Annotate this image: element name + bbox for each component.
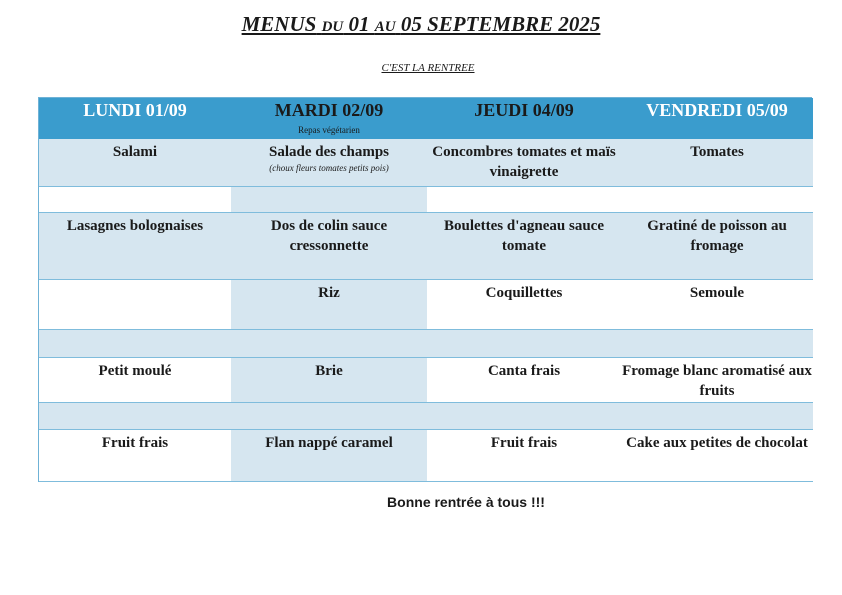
menu-cell [427, 280, 621, 330]
footer-text: Bonne rentrée à tous !!! [387, 494, 545, 510]
menu-cell [231, 330, 427, 358]
dish-name: Coquillettes [485, 285, 563, 301]
dish-name: Semoule [689, 285, 745, 301]
day-label: VENDREDI 05/09 [646, 100, 788, 120]
menu-cell [427, 358, 621, 403]
menu-cell [621, 330, 813, 358]
day-label: MARDI 02/09 [274, 100, 384, 120]
menu-cell [621, 358, 813, 403]
day-label: LUNDI 01/09 [83, 100, 187, 120]
dish-name: Fromage blanc aromatisé aux fruits [622, 363, 812, 399]
dish-name: Lasagnes bolognaises [66, 218, 204, 234]
menu-cell [39, 430, 231, 482]
footer-message [0, 494, 842, 510]
menu-cell [231, 187, 427, 213]
dish-name: Flan nappé caramel [265, 435, 393, 451]
menu-cell [39, 358, 231, 403]
dish-name: Petit moulé [98, 363, 172, 379]
menu-cell [39, 139, 231, 187]
menu-cell [427, 187, 621, 213]
menu-cell [39, 403, 231, 430]
menu-cell [621, 280, 813, 330]
title-end-date: 05 SEPTEMBRE 2025 [400, 12, 601, 36]
menu-cell [231, 430, 427, 482]
menu-cell [621, 187, 813, 213]
day-note: Repas végétarien [298, 125, 360, 135]
dish-name: Salami [112, 144, 158, 160]
day-label: JEUDI 04/09 [474, 100, 574, 120]
dish-name: Salade des champs [268, 144, 390, 160]
day-header [427, 98, 621, 139]
menu-table [38, 97, 812, 482]
dish-name: Brie [315, 363, 343, 379]
dish-note: (choux fleurs tomates petits pois) [269, 163, 389, 173]
menu-cell [231, 139, 427, 187]
day-header [231, 98, 427, 139]
dish-name: Tomates [690, 144, 744, 160]
dish-name: Cake aux petites de chocolat [626, 435, 808, 451]
menu-cell [621, 403, 813, 430]
menu-cell [621, 139, 813, 187]
title-au: AU [374, 19, 396, 35]
menu-cell [621, 213, 813, 280]
menu-cell [231, 358, 427, 403]
page-title [0, 12, 842, 37]
menu-cell [427, 330, 621, 358]
menu-cell [231, 213, 427, 280]
menu-cell [39, 280, 231, 330]
menu-cell [231, 280, 427, 330]
title-du: DU [321, 19, 344, 35]
dish-name: Gratiné de poisson au fromage [647, 218, 787, 254]
menu-cell [39, 330, 231, 358]
menu-cell [231, 403, 427, 430]
dish-name: Dos de colin sauce cressonnette [270, 218, 388, 254]
dish-name: Concombres tomates et maïs vinaigrette [432, 144, 616, 180]
dish-name: Boulettes d'agneau sauce tomate [443, 218, 604, 254]
subtitle: C'EST LA RENTREE [381, 62, 475, 74]
dish-name: Fruit frais [101, 435, 169, 451]
menu-cell [427, 403, 621, 430]
dish-name: Canta frais [487, 363, 561, 379]
menu-cell [39, 213, 231, 280]
menu-cell [621, 430, 813, 482]
title-start-day: 01 [348, 12, 370, 36]
menu-cell [39, 187, 231, 213]
dish-name: Fruit frais [490, 435, 558, 451]
day-header [621, 98, 813, 139]
menu-cell [427, 139, 621, 187]
day-header [39, 98, 231, 139]
menu-cell [427, 430, 621, 482]
dish-name: Riz [318, 285, 340, 301]
title-menus: MENUS [241, 12, 317, 36]
menu-cell [427, 213, 621, 280]
